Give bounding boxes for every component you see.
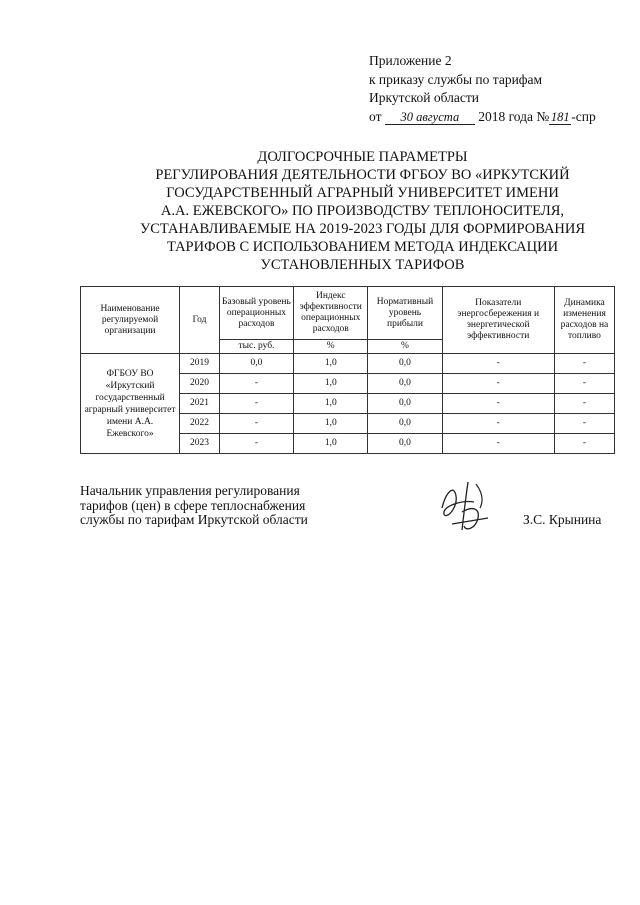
header-index: Индекс эффективности операционных расходов xyxy=(294,287,368,340)
cell-dynamics: - xyxy=(554,394,614,414)
cell-base: - xyxy=(219,394,293,414)
title-line: РЕГУЛИРОВАНИЯ ДЕЯТЕЛЬНОСТИ ФГБОУ ВО «ИРКУТСКИЙ xyxy=(155,167,570,183)
cell-profit: 0,0 xyxy=(368,374,442,394)
cell-dynamics: - xyxy=(554,434,614,454)
header-org: Наименование регулируемой организации xyxy=(81,287,180,354)
order-suffix: -спр xyxy=(571,108,596,124)
appendix-line-1: Приложение 2 xyxy=(369,53,452,68)
cell-profit: 0,0 xyxy=(368,414,442,434)
unit-profit: % xyxy=(368,340,442,354)
order-date-handwritten: 30 августа xyxy=(385,110,475,125)
appendix-line-2: к приказу службы по тарифам xyxy=(369,71,543,87)
cell-index: 1,0 xyxy=(294,414,368,434)
header-profit: Нормативный уровень прибыли xyxy=(368,287,442,340)
cell-year: 2022 xyxy=(180,414,220,434)
cell-year: 2020 xyxy=(180,374,220,394)
cell-efficiency: - xyxy=(442,354,554,374)
cell-dynamics: - xyxy=(554,414,614,434)
order-from-label: от xyxy=(369,108,382,124)
position-line-2: тарифов (цен) в сфере теплоснабжения xyxy=(80,497,306,513)
cell-base: - xyxy=(219,374,293,394)
handwritten-signature xyxy=(432,478,502,544)
position-line-3: службы по тарифам Иркутской области xyxy=(80,512,308,527)
appendix-order-line xyxy=(369,108,596,127)
signatory-position xyxy=(80,484,308,528)
appendix-line-3: Иркутской области xyxy=(369,90,480,105)
title-line: ГОСУДАРСТВЕННЫЙ АГРАРНЫЙ УНИВЕРСИТЕТ ИМЕНИ xyxy=(166,185,559,201)
cell-base: - xyxy=(219,434,293,454)
cell-index: 1,0 xyxy=(294,434,368,454)
title-line: ДОЛГОСРОЧНЫЕ ПАРАМЕТРЫ xyxy=(257,149,468,165)
cell-base: 0,0 xyxy=(219,354,293,374)
cell-profit: 0,0 xyxy=(368,354,442,374)
table-row xyxy=(81,354,615,374)
order-year-text: 2018 года № xyxy=(478,108,550,124)
cell-dynamics: - xyxy=(554,354,614,374)
title-line: УСТАНОВЛЕННЫХ ТАРИФОВ xyxy=(260,257,465,273)
title-line: ТАРИФОВ С ИСПОЛЬЗОВАНИЕМ МЕТОДА ИНДЕКСАЦИИ xyxy=(166,239,559,255)
document-title xyxy=(90,148,635,274)
cell-base: - xyxy=(219,414,293,434)
cell-year: 2019 xyxy=(180,354,220,374)
cell-year: 2021 xyxy=(180,394,220,414)
parameters-table xyxy=(80,286,615,454)
unit-base: тыс. руб. xyxy=(219,340,293,354)
position-line-1: Начальник управления регулирования xyxy=(80,483,300,498)
unit-index: % xyxy=(294,340,368,354)
cell-profit: 0,0 xyxy=(368,434,442,454)
cell-dynamics: - xyxy=(554,374,614,394)
org-name-cell: ФГБОУ ВО «Иркутский государственный аграрный университет имени А.А. Ежевского» xyxy=(81,354,180,454)
cell-profit: 0,0 xyxy=(368,394,442,414)
header-year: Год xyxy=(180,287,220,354)
cell-efficiency: - xyxy=(442,414,554,434)
header-dynamics: Динамика изменения расходов на топливо xyxy=(554,287,614,354)
cell-index: 1,0 xyxy=(294,394,368,414)
cell-index: 1,0 xyxy=(294,354,368,374)
cell-efficiency: - xyxy=(442,434,554,454)
cell-efficiency: - xyxy=(442,394,554,414)
cell-efficiency: - xyxy=(442,374,554,394)
header-efficiency: Показатели энергосбережения и энергетической эффективности xyxy=(442,287,554,354)
title-line: А.А. ЕЖЕВСКОГО» ПО ПРОИЗВОДСТВУ ТЕПЛОНОСИТЕЛЯ, xyxy=(160,203,565,219)
signer-name: З.С. Крынина xyxy=(523,512,602,527)
cell-index: 1,0 xyxy=(294,374,368,394)
appendix-header xyxy=(369,52,596,126)
cell-year: 2023 xyxy=(180,434,220,454)
table-header-row xyxy=(81,287,615,340)
order-number-handwritten: 181 xyxy=(550,109,570,124)
title-line: УСТАНАВЛИВАЕМЫЕ НА 2019-2023 ГОДЫ ДЛЯ ФОРМИРОВАНИЯ xyxy=(139,221,586,237)
header-base: Базовый уровень операционных расходов xyxy=(219,287,293,340)
